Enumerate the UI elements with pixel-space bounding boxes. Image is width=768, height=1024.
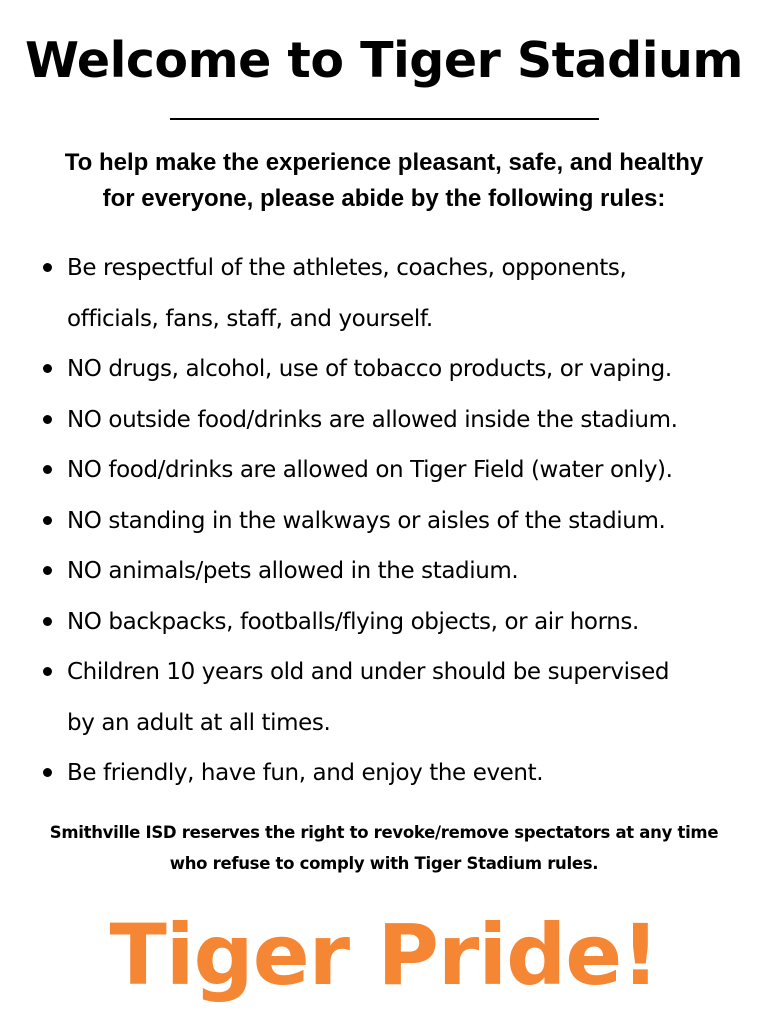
rule-text-line: NO food/drinks are allowed on Tiger Field (water only).: [67, 457, 673, 483]
intro-text: [20, 145, 748, 217]
rules-list: [40, 243, 750, 799]
rule-item: [40, 243, 750, 344]
intro-line-2: for everyone, please abide by the following rules:: [102, 185, 666, 212]
footnote-line-1: Smithville ISD reserves the right to revoke/remove spectators at any time: [49, 823, 719, 842]
bullet-icon: [43, 768, 52, 777]
bullet-icon: [43, 617, 52, 626]
intro-line-1: To help make the experience pleasant, safe, and healthy: [64, 149, 704, 176]
bullet-icon: [43, 465, 52, 474]
rule-text-line: Be respectful of the athletes, coaches, opponents,: [67, 255, 627, 281]
rule-item: [40, 445, 750, 496]
rule-text-line: NO outside food/drinks are allowed inside the stadium.: [67, 406, 678, 433]
rule-text-line: by an adult at all times.: [67, 709, 331, 736]
rule-item: [40, 344, 750, 395]
footnote-line-2: who refuse to comply with Tiger Stadium rules.: [169, 854, 599, 873]
rule-text-line: NO standing in the walkways or aisles of the stadium.: [67, 507, 666, 534]
bullet-icon: [43, 263, 52, 272]
page-title: Welcome to Tiger Stadium: [25, 32, 743, 89]
rule-text-line: Children 10 years old and under should be supervised: [67, 659, 670, 685]
rule-text-line: NO drugs, alcohol, use of tobacco products, or vaping.: [67, 356, 672, 382]
bullet-icon: [43, 667, 52, 676]
rule-item: [40, 597, 750, 648]
rule-item: [40, 647, 750, 748]
bullet-icon: [43, 566, 52, 575]
rule-item: [40, 546, 750, 597]
slogan: Tiger Pride!: [109, 906, 659, 1004]
rule-item: [40, 496, 750, 547]
rule-text-line: Be friendly, have fun, and enjoy the event.: [67, 760, 544, 786]
bullet-icon: [43, 516, 52, 525]
title-divider: [170, 118, 599, 120]
rule-text-line: NO backpacks, footballs/flying objects, or air horns.: [67, 608, 639, 635]
rule-text-line: NO animals/pets allowed in the stadium.: [67, 558, 519, 584]
bullet-icon: [43, 415, 52, 424]
footnote: [20, 817, 748, 879]
rule-item: [40, 748, 750, 799]
rule-text-line: officials, fans, staff, and yourself.: [67, 305, 433, 332]
bullet-icon: [43, 364, 52, 373]
rule-item: [40, 395, 750, 446]
